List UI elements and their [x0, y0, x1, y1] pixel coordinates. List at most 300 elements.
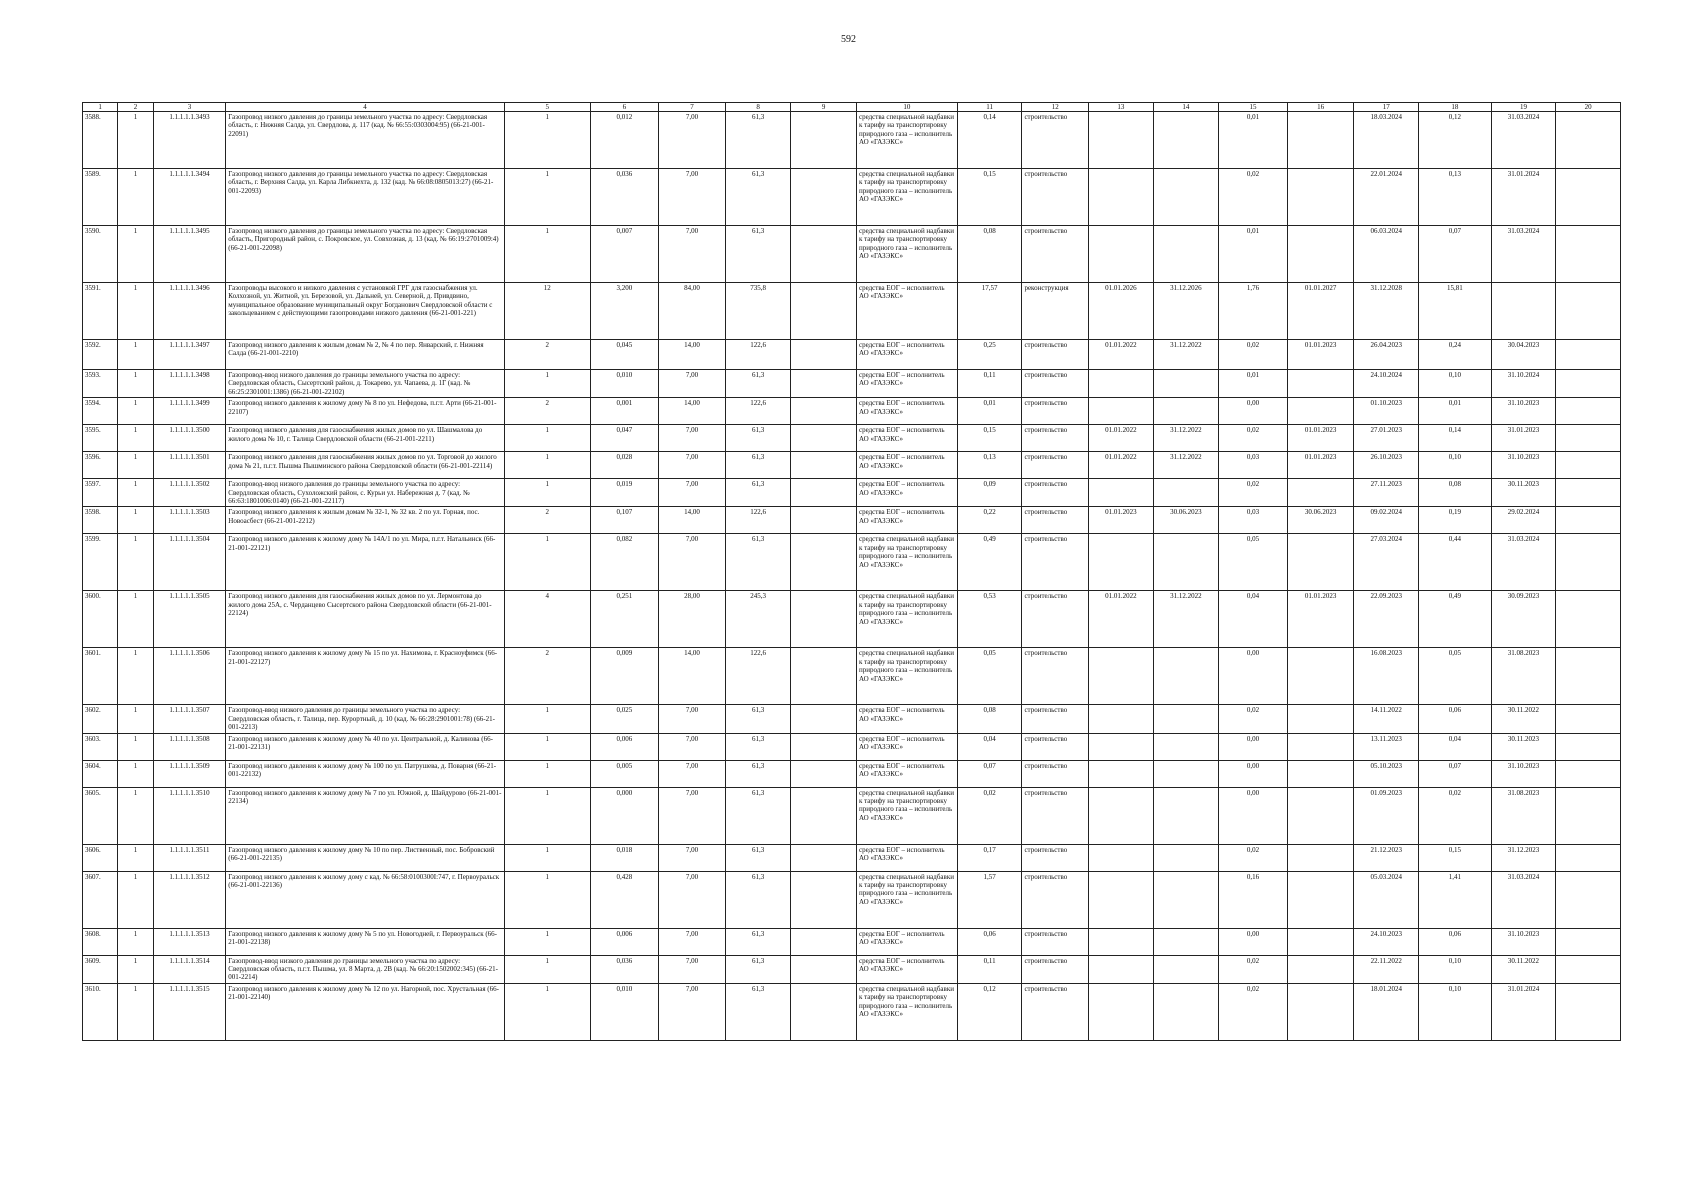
row-col-7: 7,00 [659, 844, 726, 871]
row-col-5: 1 [504, 844, 590, 871]
row-col-20 [1556, 479, 1621, 507]
row-col-11: 0,08 [957, 705, 1022, 733]
row-col-7: 7,00 [659, 787, 726, 844]
row-col-15: 0,00 [1219, 787, 1288, 844]
row-col-6: 0,000 [590, 787, 659, 844]
page-number: 592 [841, 34, 856, 45]
row-col-20 [1556, 169, 1621, 226]
row-col-14 [1153, 844, 1219, 871]
row-col-15: 0,04 [1219, 591, 1288, 648]
row-col-8: 61,3 [725, 955, 791, 983]
row-code: 1.1.1.1.1.3495 [153, 226, 226, 283]
row-col-13: 01.01.2022 [1089, 591, 1154, 648]
row-col-14: 30.06.2023 [1153, 507, 1219, 534]
row-col-6: 0,006 [590, 928, 659, 955]
row-col-18: 0,06 [1419, 928, 1492, 955]
table-row [83, 955, 1621, 983]
row-col-18: 0,05 [1419, 648, 1492, 705]
row-col-11: 0,11 [957, 370, 1022, 398]
row-col-9 [791, 787, 857, 844]
row-col-18: 0,04 [1419, 733, 1492, 760]
row-code: 1.1.1.1.1.3502 [153, 479, 226, 507]
row-col-8: 61,3 [725, 534, 791, 591]
row-description: Газопроводы высокого и низкого давления с установкой ГРГ для газоснабжения ул. Колхозной, ул. Житной, ул. Березовой, ул. Дальней, ул. Северной, д. Привдвино, муниципальное образование муниципальный округ Богданович Свердловской области с закольцеванием с действующими газопроводами низкого давления (66-21-001-221) [226, 283, 505, 340]
row-col-15: 0,00 [1219, 928, 1288, 955]
row-work-type: реконструкция [1022, 283, 1089, 340]
row-col-17: 06.03.2024 [1354, 226, 1419, 283]
row-col-20 [1556, 425, 1621, 452]
row-col-7: 84,00 [659, 283, 726, 340]
row-work-type: строительство [1022, 340, 1089, 370]
row-col-8: 61,3 [725, 871, 791, 928]
row-col-2: 1 [118, 983, 153, 1040]
row-col-9 [791, 983, 857, 1040]
row-col-9 [791, 507, 857, 534]
row-col-5: 1 [504, 733, 590, 760]
row-number: 3588. [83, 112, 118, 169]
row-col-7: 7,00 [659, 169, 726, 226]
row-col-8: 61,3 [725, 844, 791, 871]
row-col-9 [791, 534, 857, 591]
row-col-2: 1 [118, 479, 153, 507]
table-row [83, 425, 1621, 452]
table-row [83, 534, 1621, 591]
row-funding-source: средства специальной надбавки к тарифу на транспортировку природного газа – исполнитель АО «ГАЗЭКС» [856, 648, 957, 705]
row-col-5: 1 [504, 479, 590, 507]
row-funding-source: средства ЕОГ – исполнитель АО «ГАЗЭКС» [856, 479, 957, 507]
row-col-7: 7,00 [659, 452, 726, 479]
column-header: 19 [1491, 103, 1556, 112]
table-row [83, 283, 1621, 340]
row-col-7: 14,00 [659, 398, 726, 425]
row-col-17: 18.03.2024 [1354, 112, 1419, 169]
row-col-14 [1153, 648, 1219, 705]
row-col-7: 14,00 [659, 648, 726, 705]
row-col-6: 0,009 [590, 648, 659, 705]
row-col-7: 7,00 [659, 983, 726, 1040]
row-col-17: 24.10.2024 [1354, 370, 1419, 398]
row-col-18: 0,24 [1419, 340, 1492, 370]
row-col-11: 0,22 [957, 507, 1022, 534]
row-col-16: 01.01.2023 [1287, 452, 1354, 479]
row-col-15: 0,02 [1219, 425, 1288, 452]
row-col-13 [1089, 760, 1154, 787]
row-code: 1.1.1.1.1.3505 [153, 591, 226, 648]
row-col-6: 0,010 [590, 983, 659, 1040]
row-col-20 [1556, 226, 1621, 283]
row-col-17: 27.11.2023 [1354, 479, 1419, 507]
row-funding-source: средства ЕОГ – исполнитель АО «ГАЗЭКС» [856, 340, 957, 370]
row-col-5: 2 [504, 340, 590, 370]
row-col-19: 31.03.2024 [1491, 112, 1556, 169]
row-col-13 [1089, 705, 1154, 733]
row-col-11: 0,11 [957, 955, 1022, 983]
row-col-20 [1556, 733, 1621, 760]
row-col-7: 7,00 [659, 733, 726, 760]
row-col-2: 1 [118, 591, 153, 648]
table-row [83, 983, 1621, 1040]
row-col-18: 15,81 [1419, 283, 1492, 340]
column-header: 3 [153, 103, 226, 112]
row-number: 3610. [83, 983, 118, 1040]
row-work-type: строительство [1022, 112, 1089, 169]
row-col-19: 31.03.2024 [1491, 534, 1556, 591]
row-col-7: 7,00 [659, 226, 726, 283]
row-col-9 [791, 425, 857, 452]
row-col-11: 0,06 [957, 928, 1022, 955]
row-col-17: 22.01.2024 [1354, 169, 1419, 226]
row-description: Газопровод низкого давления для газоснабжения жилых домов по ул. Лермонтова до жилого дома 25А, с. Черданцево Сысертского района Свердловской области (66-21-001-22124) [226, 591, 505, 648]
row-funding-source: средства специальной надбавки к тарифу на транспортировку природного газа – исполнитель АО «ГАЗЭКС» [856, 591, 957, 648]
row-number: 3604. [83, 760, 118, 787]
row-code: 1.1.1.1.1.3504 [153, 534, 226, 591]
row-col-2: 1 [118, 705, 153, 733]
row-col-11: 0,17 [957, 844, 1022, 871]
row-col-8: 61,3 [725, 452, 791, 479]
row-col-7: 14,00 [659, 340, 726, 370]
table-body [83, 112, 1621, 1041]
row-col-11: 0,04 [957, 733, 1022, 760]
row-col-9 [791, 844, 857, 871]
row-col-15: 0,03 [1219, 452, 1288, 479]
row-col-7: 28,00 [659, 591, 726, 648]
row-col-20 [1556, 844, 1621, 871]
row-funding-source: средства специальной надбавки к тарифу на транспортировку природного газа – исполнитель АО «ГАЗЭКС» [856, 871, 957, 928]
row-col-2: 1 [118, 928, 153, 955]
row-col-19: 31.10.2023 [1491, 452, 1556, 479]
row-col-9 [791, 760, 857, 787]
row-col-6: 0,036 [590, 169, 659, 226]
row-col-8: 61,3 [725, 705, 791, 733]
table-row [83, 760, 1621, 787]
row-col-8: 61,3 [725, 983, 791, 1040]
row-col-15: 0,02 [1219, 169, 1288, 226]
row-col-16 [1287, 226, 1354, 283]
row-col-18: 0,10 [1419, 983, 1492, 1040]
row-col-5: 4 [504, 591, 590, 648]
row-col-13 [1089, 733, 1154, 760]
table-row [83, 226, 1621, 283]
row-number: 3600. [83, 591, 118, 648]
row-code: 1.1.1.1.1.3510 [153, 787, 226, 844]
row-col-19: 30.04.2023 [1491, 340, 1556, 370]
row-col-20 [1556, 983, 1621, 1040]
row-col-5: 1 [504, 112, 590, 169]
row-col-17: 14.11.2022 [1354, 705, 1419, 733]
row-col-14 [1153, 983, 1219, 1040]
row-funding-source: средства ЕОГ – исполнитель АО «ГАЗЭКС» [856, 283, 957, 340]
row-col-14 [1153, 479, 1219, 507]
row-col-14 [1153, 928, 1219, 955]
row-col-14 [1153, 112, 1219, 169]
row-work-type: строительство [1022, 398, 1089, 425]
row-funding-source: средства специальной надбавки к тарифу на транспортировку природного газа – исполнитель АО «ГАЗЭКС» [856, 787, 957, 844]
row-col-17: 16.08.2023 [1354, 648, 1419, 705]
row-col-20 [1556, 370, 1621, 398]
row-col-2: 1 [118, 398, 153, 425]
row-col-6: 0,005 [590, 760, 659, 787]
row-code: 1.1.1.1.1.3515 [153, 983, 226, 1040]
row-description: Газопровод низкого давления к жилым домам № 2, № 4 по пер. Январский, г. Нижняя Салда (66-21-001-2210) [226, 340, 505, 370]
table-row [83, 871, 1621, 928]
row-col-16 [1287, 760, 1354, 787]
row-work-type: строительство [1022, 705, 1089, 733]
row-description: Газопровод-ввод низкого давления до границы земельного участка по адресу: Свердловская область, г. Талица, пер. Курортный, д. 10 (кад. № 66:28:2901001:78) (66-21-001-2213) [226, 705, 505, 733]
row-col-11: 0,49 [957, 534, 1022, 591]
row-number: 3608. [83, 928, 118, 955]
row-code: 1.1.1.1.1.3500 [153, 425, 226, 452]
row-col-15: 0,02 [1219, 844, 1288, 871]
table-row [83, 370, 1621, 398]
row-col-9 [791, 705, 857, 733]
column-header: 6 [590, 103, 659, 112]
row-col-9 [791, 226, 857, 283]
column-header: 20 [1556, 103, 1621, 112]
row-col-2: 1 [118, 733, 153, 760]
row-number: 3589. [83, 169, 118, 226]
row-funding-source: средства ЕОГ – исполнитель АО «ГАЗЭКС» [856, 705, 957, 733]
row-code: 1.1.1.1.1.3501 [153, 452, 226, 479]
row-col-19: 30.09.2023 [1491, 591, 1556, 648]
row-code: 1.1.1.1.1.3507 [153, 705, 226, 733]
column-header: 10 [856, 103, 957, 112]
row-col-8: 61,3 [725, 425, 791, 452]
row-col-16 [1287, 787, 1354, 844]
row-col-19 [1491, 283, 1556, 340]
row-col-17: 22.11.2022 [1354, 955, 1419, 983]
row-number: 3602. [83, 705, 118, 733]
row-col-13 [1089, 226, 1154, 283]
row-code: 1.1.1.1.1.3512 [153, 871, 226, 928]
column-header: 16 [1287, 103, 1354, 112]
row-col-18: 1,41 [1419, 871, 1492, 928]
row-code: 1.1.1.1.1.3497 [153, 340, 226, 370]
row-col-16 [1287, 370, 1354, 398]
row-number: 3607. [83, 871, 118, 928]
row-col-13 [1089, 648, 1154, 705]
row-col-18: 0,10 [1419, 955, 1492, 983]
row-work-type: строительство [1022, 479, 1089, 507]
row-col-18: 0,07 [1419, 226, 1492, 283]
table-row [83, 169, 1621, 226]
row-col-14 [1153, 534, 1219, 591]
row-col-20 [1556, 705, 1621, 733]
table-row [83, 479, 1621, 507]
row-funding-source: средства специальной надбавки к тарифу на транспортировку природного газа – исполнитель АО «ГАЗЭКС» [856, 983, 957, 1040]
row-funding-source: средства ЕОГ – исполнитель АО «ГАЗЭКС» [856, 398, 957, 425]
row-col-6: 0,012 [590, 112, 659, 169]
row-col-11: 0,12 [957, 983, 1022, 1040]
row-col-17: 22.09.2023 [1354, 591, 1419, 648]
row-col-18: 0,13 [1419, 169, 1492, 226]
row-col-16 [1287, 398, 1354, 425]
row-col-13 [1089, 112, 1154, 169]
row-number: 3598. [83, 507, 118, 534]
row-col-15: 0,02 [1219, 479, 1288, 507]
row-funding-source: средства специальной надбавки к тарифу на транспортировку природного газа – исполнитель АО «ГАЗЭКС» [856, 112, 957, 169]
row-col-8: 122,6 [725, 507, 791, 534]
row-col-18: 0,49 [1419, 591, 1492, 648]
row-col-11: 0,25 [957, 340, 1022, 370]
row-col-16: 01.01.2023 [1287, 425, 1354, 452]
row-col-8: 61,3 [725, 733, 791, 760]
row-col-15: 0,01 [1219, 370, 1288, 398]
row-col-16 [1287, 871, 1354, 928]
row-col-9 [791, 340, 857, 370]
table-row [83, 648, 1621, 705]
row-col-13 [1089, 871, 1154, 928]
row-col-15: 0,02 [1219, 705, 1288, 733]
row-col-20 [1556, 787, 1621, 844]
row-col-14 [1153, 398, 1219, 425]
row-col-17: 13.11.2023 [1354, 733, 1419, 760]
row-col-16 [1287, 983, 1354, 1040]
row-col-14 [1153, 871, 1219, 928]
row-col-18: 0,19 [1419, 507, 1492, 534]
row-col-6: 0,025 [590, 705, 659, 733]
row-col-18: 0,10 [1419, 370, 1492, 398]
row-description: Газопровод низкого давления к жилому дому № 100 по ул. Патрушева, д. Поварня (66-21-001-22132) [226, 760, 505, 787]
row-col-6: 0,251 [590, 591, 659, 648]
row-col-9 [791, 452, 857, 479]
row-description: Газопровод низкого давления к жилому дому № 15 по ул. Нахимова, г. Красноуфимск (66-21-001-22127) [226, 648, 505, 705]
column-header: 11 [957, 103, 1022, 112]
row-number: 3590. [83, 226, 118, 283]
row-description: Газопровод низкого давления к жилому дому № 40 по ул. Центральной, д. Калинова (66-21-001-22131) [226, 733, 505, 760]
row-col-7: 7,00 [659, 370, 726, 398]
row-col-5: 1 [504, 871, 590, 928]
row-work-type: строительство [1022, 787, 1089, 844]
row-col-5: 2 [504, 648, 590, 705]
row-col-6: 0,045 [590, 340, 659, 370]
row-col-8: 61,3 [725, 370, 791, 398]
row-col-15: 0,00 [1219, 648, 1288, 705]
row-description: Газопровод низкого давления к жилому дому с кад. № 66:58:0100300I:747, г. Первоуральск (66-21-001-22136) [226, 871, 505, 928]
row-col-11: 0,53 [957, 591, 1022, 648]
row-col-20 [1556, 112, 1621, 169]
row-code: 1.1.1.1.1.3506 [153, 648, 226, 705]
row-code: 1.1.1.1.1.3508 [153, 733, 226, 760]
row-code: 1.1.1.1.1.3499 [153, 398, 226, 425]
row-funding-source: средства ЕОГ – исполнитель АО «ГАЗЭКС» [856, 955, 957, 983]
row-funding-source: средства ЕОГ – исполнитель АО «ГАЗЭКС» [856, 370, 957, 398]
row-col-20 [1556, 591, 1621, 648]
row-col-6: 0,107 [590, 507, 659, 534]
row-col-6: 3,200 [590, 283, 659, 340]
row-col-16: 30.06.2023 [1287, 507, 1354, 534]
row-col-2: 1 [118, 283, 153, 340]
row-number: 3609. [83, 955, 118, 983]
row-col-5: 2 [504, 507, 590, 534]
row-col-9 [791, 928, 857, 955]
row-col-11: 0,15 [957, 425, 1022, 452]
row-col-16 [1287, 112, 1354, 169]
row-number: 3594. [83, 398, 118, 425]
row-work-type: строительство [1022, 425, 1089, 452]
row-col-11: 0,08 [957, 226, 1022, 283]
row-col-20 [1556, 340, 1621, 370]
row-col-16: 01.01.2023 [1287, 591, 1354, 648]
row-work-type: строительство [1022, 844, 1089, 871]
row-col-13 [1089, 983, 1154, 1040]
row-col-2: 1 [118, 425, 153, 452]
row-work-type: строительство [1022, 591, 1089, 648]
row-col-14 [1153, 370, 1219, 398]
row-col-15: 0,16 [1219, 871, 1288, 928]
row-work-type: строительство [1022, 733, 1089, 760]
row-col-18: 0,02 [1419, 787, 1492, 844]
column-header: 15 [1219, 103, 1288, 112]
table-row [83, 398, 1621, 425]
table-row [83, 452, 1621, 479]
row-col-19: 31.01.2024 [1491, 169, 1556, 226]
row-col-8: 61,3 [725, 928, 791, 955]
row-col-11: 0,02 [957, 787, 1022, 844]
row-col-5: 1 [504, 760, 590, 787]
row-col-7: 7,00 [659, 871, 726, 928]
row-col-16: 01.01.2027 [1287, 283, 1354, 340]
row-col-16 [1287, 844, 1354, 871]
row-col-13 [1089, 398, 1154, 425]
row-col-2: 1 [118, 507, 153, 534]
row-col-18: 0,12 [1419, 112, 1492, 169]
row-code: 1.1.1.1.1.3511 [153, 844, 226, 871]
row-col-7: 7,00 [659, 955, 726, 983]
row-col-8: 122,6 [725, 340, 791, 370]
row-col-19: 31.01.2023 [1491, 425, 1556, 452]
row-col-11: 0,15 [957, 169, 1022, 226]
row-col-8: 61,3 [725, 226, 791, 283]
row-number: 3591. [83, 283, 118, 340]
row-col-7: 7,00 [659, 705, 726, 733]
row-code: 1.1.1.1.1.3509 [153, 760, 226, 787]
row-col-19: 31.10.2023 [1491, 760, 1556, 787]
column-header: 5 [504, 103, 590, 112]
row-col-5: 2 [504, 398, 590, 425]
row-col-19: 30.11.2023 [1491, 733, 1556, 760]
row-col-18: 0,08 [1419, 479, 1492, 507]
row-work-type: строительство [1022, 534, 1089, 591]
row-col-15: 0,02 [1219, 983, 1288, 1040]
row-col-20 [1556, 283, 1621, 340]
row-description: Газопровод-ввод низкого давления до границы земельного участка по адресу: Свердловская область, Сысертский район, д. Токарево, ул. Чапаева, д. 1Г (кад. № 66:25:2301001:1386) (66-21-001-22102) [226, 370, 505, 398]
row-col-13: 01.01.2026 [1089, 283, 1154, 340]
row-col-19: 30.11.2022 [1491, 955, 1556, 983]
row-col-19: 31.01.2024 [1491, 983, 1556, 1040]
row-col-2: 1 [118, 112, 153, 169]
row-funding-source: средства специальной надбавки к тарифу на транспортировку природного газа – исполнитель АО «ГАЗЭКС» [856, 169, 957, 226]
row-col-20 [1556, 452, 1621, 479]
row-col-15: 1,76 [1219, 283, 1288, 340]
row-col-9 [791, 283, 857, 340]
column-header: 9 [791, 103, 857, 112]
table-row [83, 591, 1621, 648]
row-work-type: строительство [1022, 648, 1089, 705]
row-col-9 [791, 169, 857, 226]
row-col-9 [791, 648, 857, 705]
row-col-17: 31.12.2028 [1354, 283, 1419, 340]
column-header: 13 [1089, 103, 1154, 112]
row-work-type: строительство [1022, 370, 1089, 398]
row-col-20 [1556, 398, 1621, 425]
row-funding-source: средства ЕОГ – исполнитель АО «ГАЗЭКС» [856, 928, 957, 955]
row-col-15: 0,00 [1219, 760, 1288, 787]
column-header: 7 [659, 103, 726, 112]
row-funding-source: средства ЕОГ – исполнитель АО «ГАЗЭКС» [856, 844, 957, 871]
row-description: Газопровод низкого давления к жилому дому № 14А/1 по ул. Мира, п.г.т. Натальинск (66-21-001-22121) [226, 534, 505, 591]
row-col-16: 01.01.2023 [1287, 340, 1354, 370]
row-work-type: строительство [1022, 983, 1089, 1040]
